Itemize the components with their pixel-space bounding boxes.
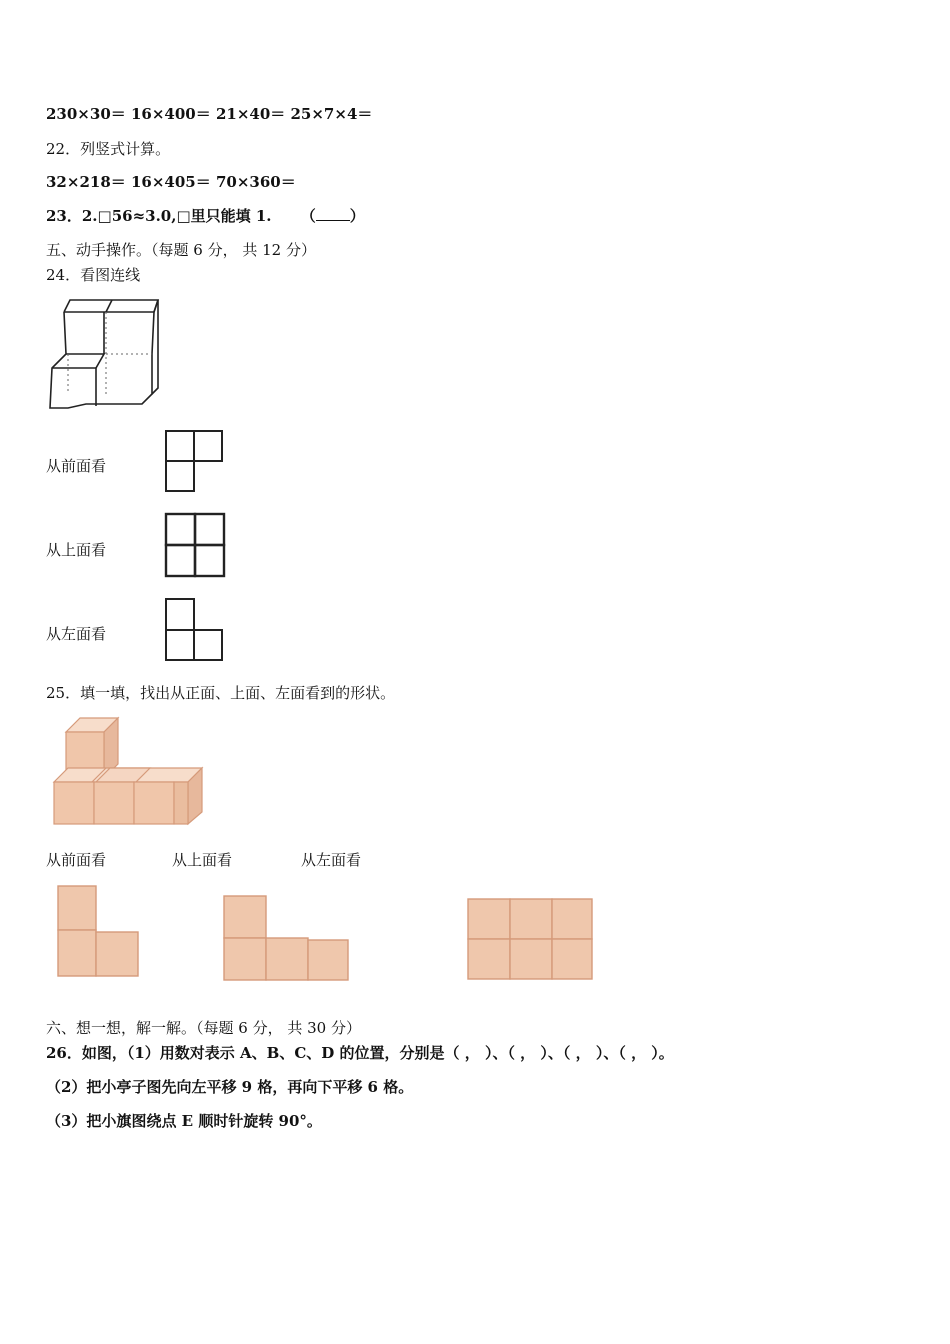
q22-calculations: 32×218＝ 16×405＝ 70×360＝	[46, 173, 296, 191]
q25-label-left: 从左面看	[301, 851, 362, 869]
q23-answer-close: ）	[349, 207, 365, 225]
q24-left-view[interactable]	[164, 597, 224, 663]
q24-label-left: 从左面看	[46, 625, 107, 643]
q25-label-top: 从上面看	[172, 851, 233, 869]
q24-label-top: 从上面看	[46, 541, 107, 559]
q24-title: 24．看图连线	[46, 266, 141, 284]
q25-shape-a[interactable]	[56, 884, 142, 978]
q24-front-view[interactable]	[164, 429, 224, 493]
q23-text: 23．2.□56≈3.0,□里只能填 1.	[46, 207, 272, 225]
q23-answer-blank[interactable]	[316, 208, 350, 221]
q26-line3: （3）把小旗图绕点 E 顺时针旋转 90°。	[46, 1112, 322, 1130]
q21-calculations: 230×30＝ 16×400＝ 21×40＝ 25×7×4＝	[46, 105, 373, 123]
q23-answer-open: （	[300, 207, 316, 225]
q26-line2: （2）把小亭子图先向左平移 9 格，再向下平移 6 格。	[46, 1078, 414, 1096]
q24-label-front: 从前面看	[46, 457, 107, 475]
q25-shape-b[interactable]	[222, 894, 352, 982]
q26-line1: 26．如图，（1）用数对表示 A、B、C、D 的位置，分别是（ ， ）、（ ， ）、（ ， ）、（ ， ）。	[46, 1044, 674, 1062]
q25-label-front: 从前面看	[46, 851, 107, 869]
q25-block-figure	[50, 716, 205, 828]
q25-shape-c[interactable]	[466, 897, 596, 981]
q22-title: 22．列竖式计算。	[46, 140, 171, 158]
section5-title: 五、动手操作。（每题 6 分， 共 12 分）	[46, 241, 316, 259]
q24-isometric-figure	[46, 296, 158, 412]
q23-line	[46, 205, 365, 226]
q25-title: 25．填一填，找出从正面、上面、左面看到的形状。	[46, 684, 396, 702]
section6-title: 六、想一想，解一解。（每题 6 分， 共 30 分）	[46, 1019, 361, 1037]
q24-top-view[interactable]	[164, 512, 228, 578]
